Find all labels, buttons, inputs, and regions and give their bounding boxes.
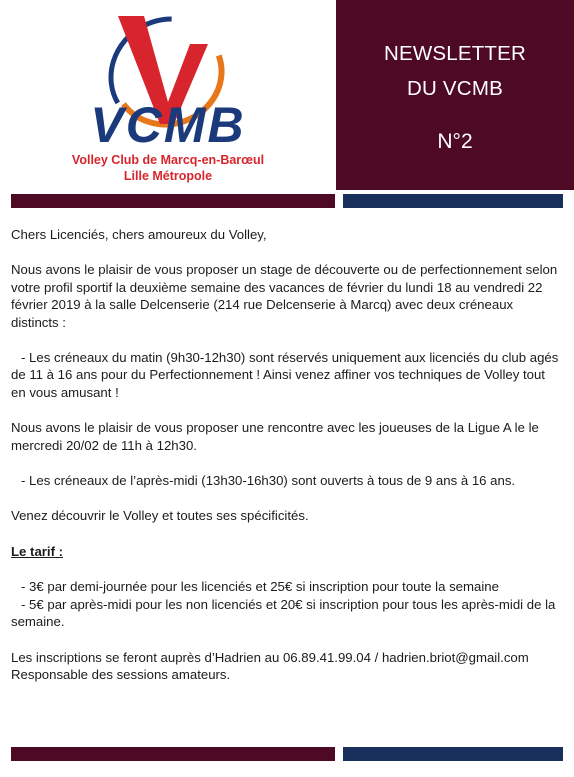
header-title-line1: NEWSLETTER (383, 42, 527, 65)
bottom-bar-left (11, 747, 335, 761)
greeting: Chers Licenciés, chers amoureux du Volley, (11, 227, 267, 242)
vcmb-logo (58, 14, 278, 190)
contact-paragraph: Les inscriptions se feront auprès d’Hadrien au 06.89.41.99.04 / hadrien.briot@gmail.com Responsable des sessions amateurs. (11, 649, 529, 682)
header-title-line2: DU VCMB (407, 77, 503, 100)
logo-line1: Volley Club de Marcq-en-Barœul (71, 153, 265, 167)
bottom-bar-right (343, 747, 563, 761)
price-line-2: - 5€ par après-midi pour les non licenciés et 20€ si inscription pour tous les après-midi de la semaine. (11, 596, 556, 630)
top-bar-right (343, 194, 563, 208)
logo-line2: Lille Métropole (123, 169, 213, 183)
top-bar-left (11, 194, 335, 208)
newsletter-header-panel (336, 0, 574, 190)
newsletter-body (11, 226, 563, 701)
afternoon-sessions: - Les créneaux de l’après-midi (13h30-16h30) sont ouverts à tous de 9 ans à 16 ans. (21, 473, 516, 489)
meeting-paragraph: Nous avons le plaisir de vous proposer une rencontre avec les joueuses de la Ligue A le le mercredi 20/02 de 11h à 12h30. (11, 420, 539, 453)
tarif-heading: Le tarif : (11, 543, 64, 559)
intro-paragraph: Nous avons le plaisir de vous proposer un stage de découverte ou de perfectionnement selon votre profil sportif la deuxième semaine des vacances de février du lundi 18 au vendredi 22 février 2019 à la salle Delcenserie (214 rue Delcenserie à Marcq) avec deux créneaux distincts : (11, 262, 558, 330)
price-line-1: - 3€ par demi-journée pour les licenciés et 25€ si inscription pour toute la semaine (21, 579, 499, 595)
morning-sessions: - Les créneaux du matin (9h30-12h30) sont réservés uniquement aux licenciés du club agés de 11 à 16 ans pour du Perfectionnement ! Ainsi venez affiner vos techniques de Volley tout en vous amusant ! (11, 350, 559, 400)
logo-brand: VCMB (90, 97, 246, 153)
issue-number: N°2 (437, 130, 473, 153)
discover-paragraph: Venez découvrir le Volley et toutes ses spécificités. (11, 508, 309, 524)
